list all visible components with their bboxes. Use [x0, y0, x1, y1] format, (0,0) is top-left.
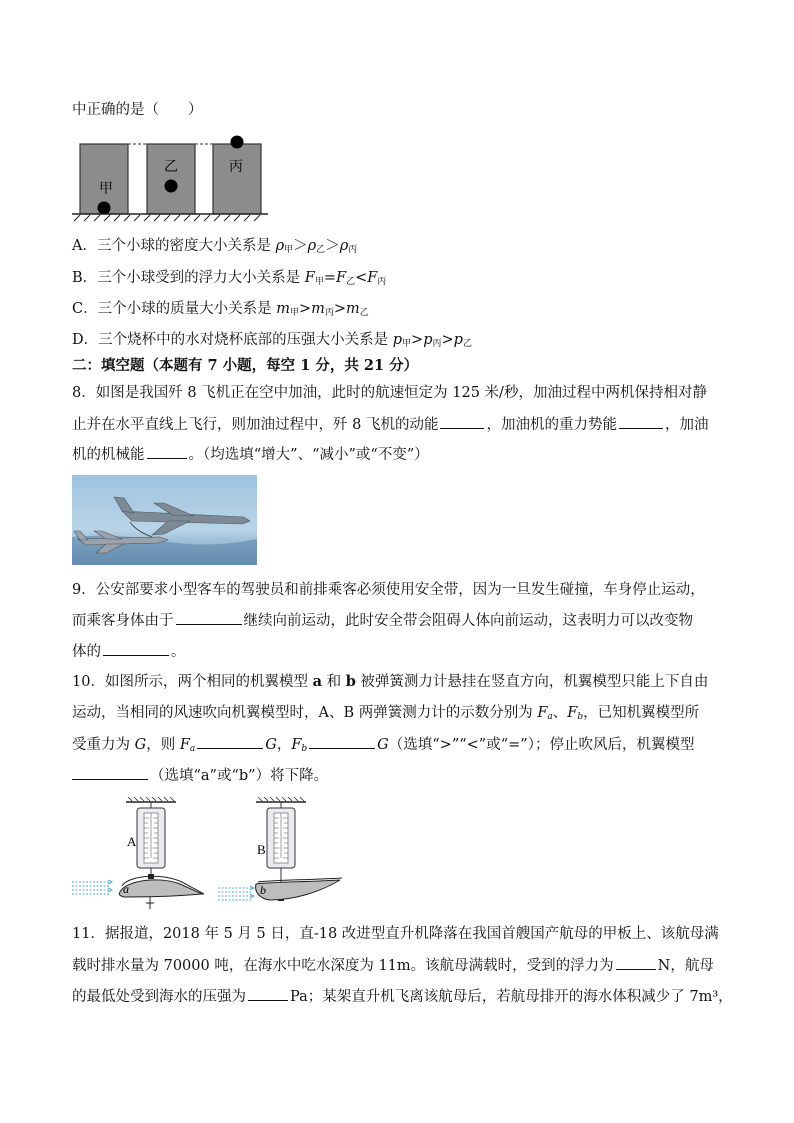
q7-option-a: A．三个小球的密度大小关系是 $\rho_甲>\rho_乙>\rho_丙$ [72, 238, 358, 255]
wing-label-b: b [260, 883, 266, 897]
q10-line2: 运动，当相同的风速吹向机翼模型时，A、B 两弹簧测力计的示数分别为 $F_a$、$F_b$，已知机翼模型所 [72, 705, 700, 722]
blank[interactable] [619, 414, 663, 429]
wing-model-b [256, 880, 340, 900]
q8-line1: 8．如图是我国歼 8 飞机正在空中加油，此时的航速恒定为 125 米/秒，加油过程中两机保持相对静 [72, 385, 707, 401]
q8-line3: 机的机械能 。（均选填“增大”、“减小”或“不变”） [72, 444, 429, 465]
label-jia: 甲 [99, 181, 113, 197]
q10-line1: 10．如图所示，两个相同的机翼模型 a 和 b 被弹簧测力计悬挂在竖直方向，机翼模型只能上下自由 [72, 673, 709, 690]
q9-line3: 体的 。 [72, 641, 186, 662]
blank[interactable] [309, 734, 375, 749]
refueling-photo [72, 475, 257, 565]
blank[interactable] [72, 765, 148, 780]
q11-line1: 11．据报道，2018 年 5 月 5 日，直-18 改进型直升机降落在我国首艘国产航母的甲板上、该航母满 [72, 926, 719, 942]
ball-jia [98, 202, 111, 215]
q8-line2: 止并在水平直线上飞行，则加油过程中，歼 8 飞机的动能 ，加油机的重力势能 ，加油 [72, 414, 708, 435]
ball-bing [231, 136, 244, 149]
section-heading: 二：填空题（本题有 7 小题，每空 1 分，共 21 分） [72, 357, 419, 374]
blank[interactable] [176, 610, 242, 625]
blank[interactable] [616, 955, 656, 970]
q9-line2: 而乘客身体由于 继续向前运动，此时安全带会阻碍人体向前运动，这表明力可以改变物 [72, 610, 693, 631]
meter-label-b: B [257, 842, 266, 857]
q10-line4: （选填“a”或“b”）将下降。 [72, 765, 328, 786]
q10-wing-figure [70, 796, 350, 916]
table-hatching [74, 215, 260, 221]
blank[interactable] [147, 444, 187, 459]
blank[interactable] [103, 641, 169, 656]
ball-yi [165, 180, 178, 193]
wing-model-a [119, 880, 202, 897]
meter-label-a: A [127, 834, 137, 849]
blank[interactable] [197, 734, 263, 749]
beaker-yi [147, 144, 195, 214]
q7-option-c: C．三个小球的质量大小关系是 $m_甲>m_丙>m_乙$ [72, 301, 369, 318]
label-bing: 丙 [229, 159, 243, 175]
blank[interactable] [440, 414, 484, 429]
label-yi: 乙 [164, 159, 178, 175]
airflow-arrows-a [72, 882, 110, 894]
q10-line3: 受重力为 G，则 $F_a$ G，$F_b$ G（选填“>”“<”或“=”）；停止吹风后，机翼模型 [72, 734, 694, 755]
airflow-arrows-b [218, 888, 252, 900]
wing-label-a: a [123, 882, 129, 896]
q11-line2: 载时排水量为 70000 吨，在海水中吃水深度为 11m。该航母满载时，受到的浮力为 N，航母 [72, 955, 714, 976]
q9-line1: 9．公安部要求小型客车的驾驶员和前排乘客必须使用安全带，因为一旦发生碰撞，车身停止运动， [72, 582, 705, 598]
q7-option-d: D．三个烧杯中的水对烧杯底部的压强大小关系是 $p_甲>p_丙>p_乙$ [72, 332, 472, 349]
blank[interactable] [248, 986, 288, 1001]
beaker-bing [213, 144, 261, 214]
q7-beakers-figure [70, 130, 270, 225]
q11-line3: 的最低处受到海水的压强为 Pa；某架直升机飞离该航母后，若航母排开的海水体积减少了 7m³， [72, 986, 733, 1007]
q7-stem-tail: 中正确的是（ ） [72, 102, 203, 118]
q7-option-b: B．三个小球受到的浮力大小关系是 $F_甲=F_乙<F_丙$ [72, 270, 387, 287]
